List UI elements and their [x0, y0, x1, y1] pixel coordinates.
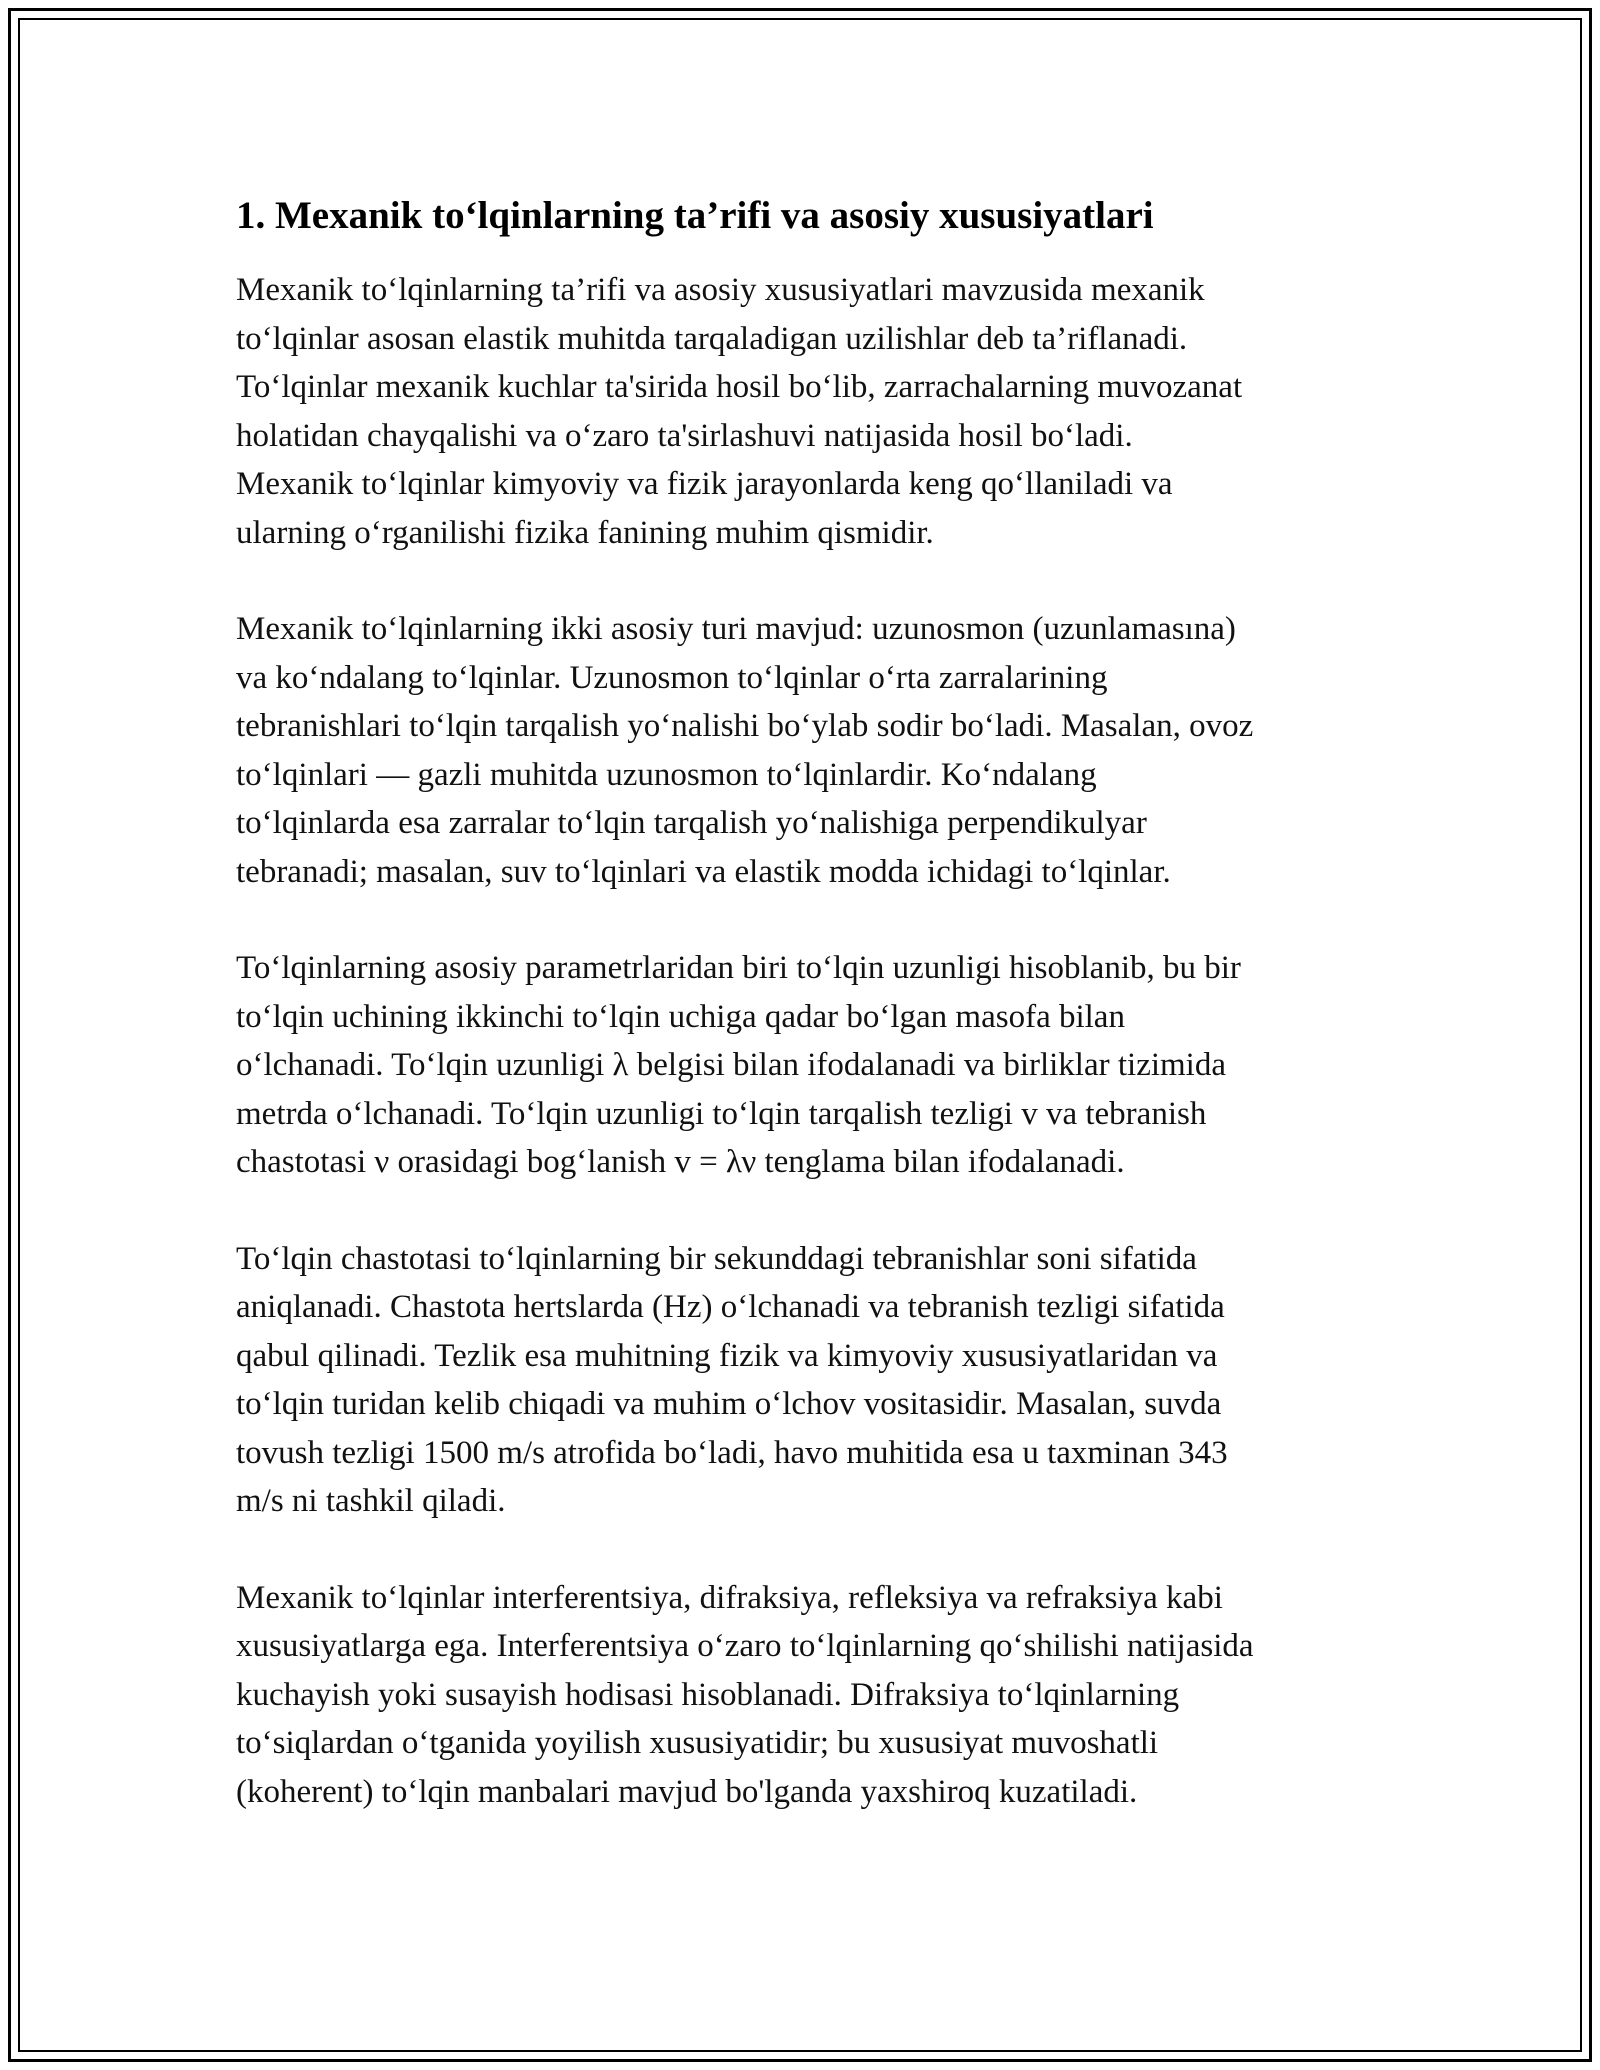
paragraph-frequency: To‘lqin chastotasi to‘lqinlarning bir sekunddagi tebranishlar soni sifatida aniqlanadi. Chastota hertslarda (Hz) o‘lchanadi va tebranish tezligi sifatida qabul qilinadi. Tezlik esa muhitning fizik va kimyoviy xususiyatlaridan va to‘lqin turidan kelib chiqadi va muhim o‘lchov vositasidir. Masalan, suvda tovush tezligi 1500 m/s atrofida bo‘ladi, havo muhitida esa u taxminan 343 m/s ni tashkil qiladi. — [236, 1240, 1228, 1519]
document-title: 1. Mexanik to‘lqinlarning ta’rifi va asosiy xususiyatlari — [236, 194, 1154, 237]
document-body — [236, 192, 1384, 1864]
paragraph-wave-properties: Mexanik to‘lqinlar interferentsiya, difraksiya, refleksiya va refraksiya kabi xususiyatlarga ega. Interferentsiya o‘zaro to‘lqinlarning qo‘shilishi natijasida kuchayish yoki susayish hodisasi hisoblanadi. Difraksiya to‘lqinlarning to‘siqlardan o‘tganida yoyilish xususiyatidir; bu xususiyat muvoshatli (koherent) to‘lqin manbalari mavjud bo'lganda yaxshiroq kuzatiladi. — [236, 1579, 1254, 1810]
paragraph-wavelength: To‘lqinlarning asosiy parametrlaridan biri to‘lqin uzunligi hisoblanib, bu bir to‘lqin uchining ikkinchi to‘lqin uchiga qadar bo‘lgan masofa bilan o‘lchanadi. To‘lqin uzunligi λ belgisi bilan ifodalanadi va birliklar tizimida metrda o‘lchanadi. To‘lqin uzunligi to‘lqin tarqalish tezligi v va tebranish chastotasi ν orasidagi bog‘lanish v = λν tenglama bilan ifodalanadi. — [236, 950, 1241, 1180]
paragraph-definition: Mexanik to‘lqinlarning ta’rifi va asosiy xususiyatlari mavzusida mexanik to‘lqinlar asosan elastik muhitda tarqaladigan uzilishlar deb ta’riflanadi. To‘lqinlar mexanik kuchlar ta'sirida hosil bo‘lib, zarrachalarning muvozanat holatidan chayqalishi va o‘zaro ta'sirlashuvi natijasida hosil bo‘ladi. Mexanik to‘lqinlar kimyoviy va fizik jarayonlarda keng qo‘llaniladi va ularning o‘rganilishi fizika fanining muhim qismidir. — [236, 272, 1243, 551]
paragraph-wave-types: Mexanik to‘lqinlarning ikki asosiy turi mavjud: uzunosmon (uzunlamasına) va ko‘ndalang to‘lqinlar. Uzunosmon to‘lqinlar o‘rta zarralarining tebranishlari to‘lqin tarqalish yo‘nalishi bo‘ylab sodir bo‘ladi. Masalan, ovoz to‘lqinlari — gazli muhitda uzunosmon to‘lqinlardir. Ko‘ndalang to‘lqinlarda esa zarralar to‘lqin tarqalish yo‘nalishiga perpendikulyar tebranadi; masalan, suv to‘lqinlari va elastik modda ichidagi to‘lqinlar. — [236, 611, 1254, 890]
